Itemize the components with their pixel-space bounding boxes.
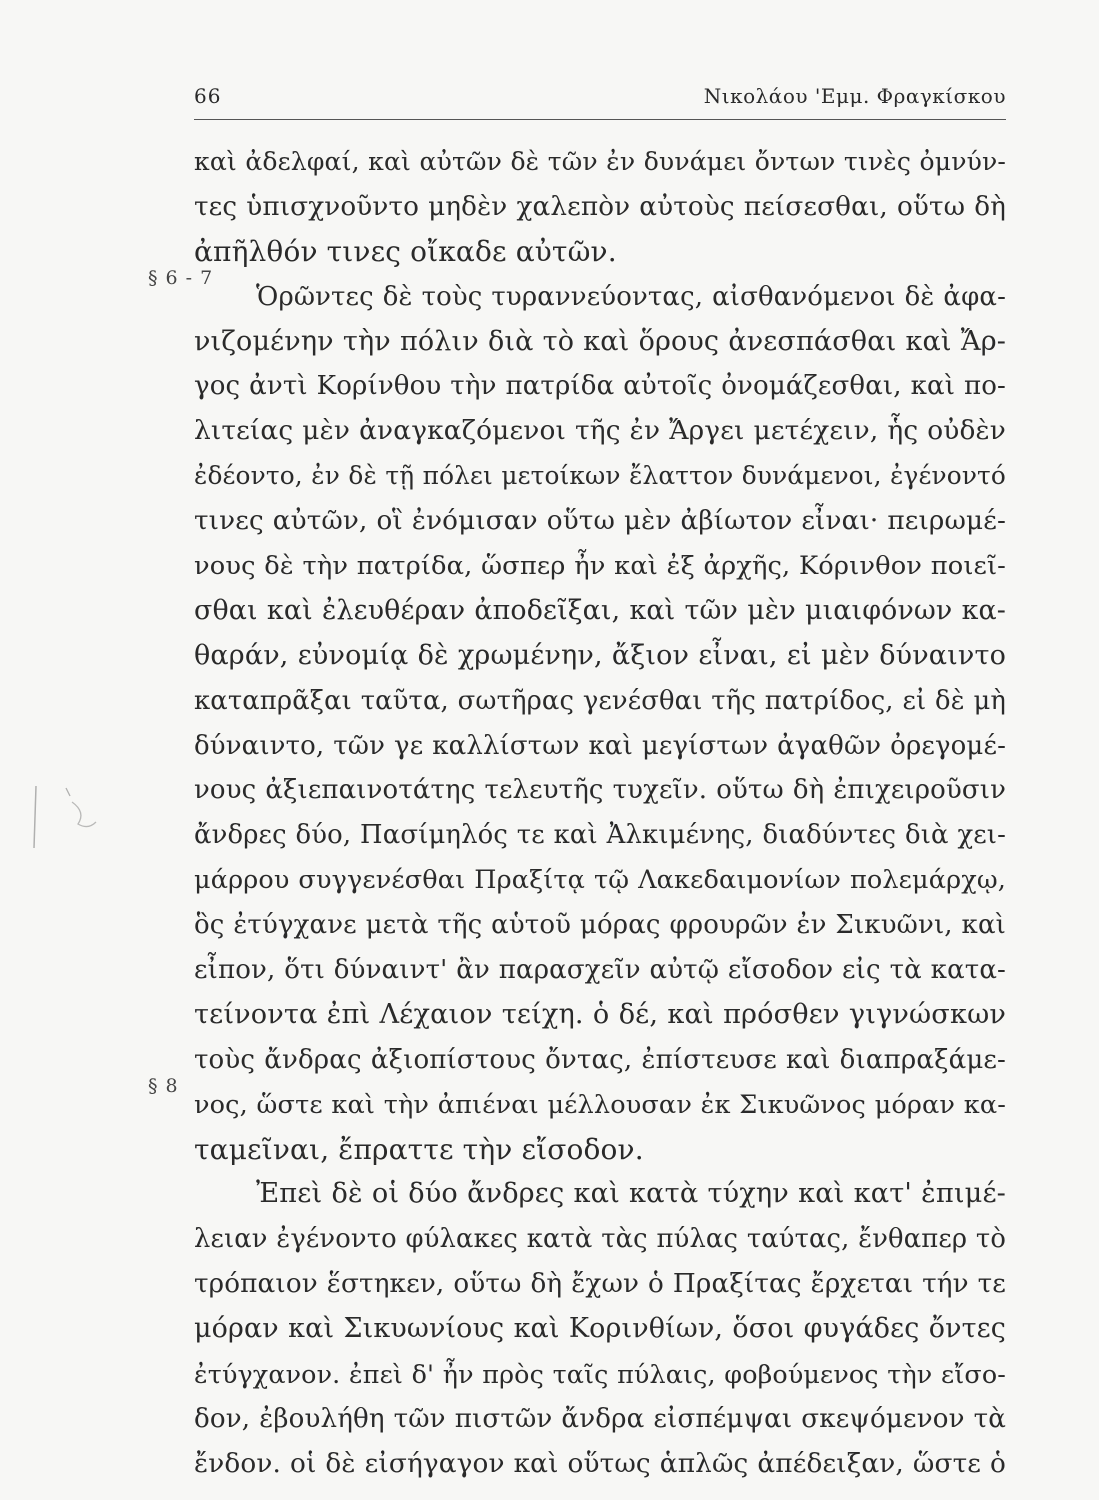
- text-line: δον, ἐβουλήθη τῶν πιστῶν ἄνδρα εἰσπέμψαι σκεψόμενον τὰ: [194, 1403, 1006, 1434]
- text-line: νος, ὥστε καὶ τὴν ἀπιέναι μέλλουσαν ἐκ Σικυῶνος μόραν κα-: [194, 1089, 1006, 1120]
- text-line: Ἐπεὶ δὲ οἱ δύο ἄνδρες καὶ κατὰ τύχην καὶ κατ' ἐπιμέ-: [256, 1178, 1006, 1210]
- text-line: θαράν, εὐνομίᾳ δὲ χρωμένην, ἄξιον εἶναι, εἰ μὲν δύναιντο: [194, 639, 1006, 671]
- header-rule: [194, 119, 1006, 120]
- text-line: γος ἀντὶ Κορίνθου τὴν πατρίδα αὐτοῖς ὀνομάζεσθαι, καὶ πο-: [194, 371, 1006, 402]
- text-line: νους ἀξιεπαινοτάτης τελευτῆς τυχεῖν. οὕτω δὴ ἐπιχειροῦσιν: [194, 775, 1006, 806]
- text-line: σθαι καὶ ἐλευθέραν ἀποδεῖξαι, καὶ τῶν μὲν μιαιφόνων κα-: [194, 594, 1006, 626]
- section-mark-6-7: § 6 - 7: [148, 267, 214, 289]
- text-line: λειαν ἐγένοντο φύλακες κατὰ τὰς πύλας ταύτας, ἔνθαπερ τὸ: [194, 1224, 1006, 1255]
- text-line: ἐτύγχανον. ἐπεὶ δ' ἦν πρὸς ταῖς πύλαις, φοβούμενος τὴν εἴσο-: [194, 1359, 1006, 1390]
- text-line: καὶ ἀδελφαί, καὶ αὐτῶν δὲ τῶν ἐν δυνάμει ὄντων τινὲς ὀμνύν-: [194, 147, 1006, 176]
- text-line: δύναιντο, τῶν γε καλλίστων καὶ μεγίστων ἀγαθῶν ὀρεγομέ-: [194, 730, 1006, 761]
- text-line: τείνοντα ἐπὶ Λέχαιον τείχη. ὁ δέ, καὶ πρόσθεν γιγνώσκων: [194, 998, 1006, 1030]
- text-line: ταμεῖναι, ἔπραττε τὴν εἴσοδον.: [194, 1132, 644, 1166]
- page-header: [194, 82, 1006, 122]
- text-line: εἶπον, ὅτι δύναιντ' ἂν παρασχεῖν αὐτῷ εἴσοδον εἰς τὰ κατα-: [194, 955, 1006, 986]
- text-line: ἀπῆλθόν τινες οἴκαδε αὐτῶν.: [194, 234, 617, 268]
- section-mark-8: § 8: [148, 1075, 179, 1097]
- text-line: ἔνδον. οἱ δὲ εἰσήγαγον καὶ οὕτως ἁπλῶς ἀπέδειξαν, ὥστε ὁ: [194, 1448, 1006, 1479]
- text-line: τινες αὐτῶν, οἳ ἐνόμισαν οὕτω μὲν ἀβίωτον εἶναι· πειρωμέ-: [194, 506, 1006, 537]
- text-line: ἐδέοντο, ἐν δὲ τῇ πόλει μετοίκων ἔλαττον δυνάμενοι, ἐγένοντό: [194, 461, 1006, 491]
- main-text: [194, 140, 1006, 1487]
- text-line: τοὺς ἄνδρας ἀξιοπίστους ὄντας, ἐπίστευσε καὶ διαπραξάμε-: [194, 1044, 1006, 1075]
- text-line: νους δὲ τὴν πατρίδα, ὥσπερ ἦν καὶ ἐξ ἀρχῆς, Κόρινθον ποιεῖ-: [194, 551, 1006, 582]
- text-line: μάρρου συγγενέσθαι Πραξίτᾳ τῷ Λακεδαιμονίων πολεμάρχῳ,: [194, 865, 1006, 896]
- text-line: ὃς ἐτύγχανε μετὰ τῆς αὑτοῦ μόρας φρουρῶν ἐν Σικυῶνι, καὶ: [194, 910, 1006, 941]
- text-line: λιτείας μὲν ἀναγκαζόμενοι τῆς ἐν Ἄργει μετέχειν, ἧς οὐδὲν: [194, 416, 1006, 447]
- text-line: τες ὑπισχνοῦντο μηδὲν χαλεπὸν αὐτοὺς πείσεσθαι, οὕτω δὴ: [194, 191, 1006, 222]
- text-line: νιζομένην τὴν πόλιν διὰ τὸ καὶ ὅρους ἀνεσπάσθαι καὶ Ἄρ-: [194, 325, 1006, 357]
- text-line: ἄνδρες δύο, Πασίμηλός τε καὶ Ἀλκιμένης, διαδύντες διὰ χει-: [194, 820, 1006, 851]
- text-line: τρόπαιον ἕστηκεν, οὕτω δὴ ἔχων ὁ Πραξίτας ἔρχεται τήν τε: [194, 1269, 1006, 1300]
- text-line: μόραν καὶ Σικυωνίους καὶ Κορινθίων, ὅσοι φυγάδες ὄντες: [194, 1313, 1006, 1345]
- pencil-annotation-mark: [26, 778, 106, 858]
- running-head: Νικολάου 'Εμμ. Φραγκίσκου: [703, 84, 1006, 108]
- page-number: 66: [194, 84, 222, 108]
- text-line: καταπρᾶξαι ταῦτα, σωτῆρας γενέσθαι τῆς πατρίδος, εἰ δὲ μὴ: [194, 685, 1006, 716]
- text-line: Ὁρῶντες δὲ τοὺς τυραννεύοντας, αἰσθανόμενοι δὲ ἀφα-: [256, 281, 1006, 312]
